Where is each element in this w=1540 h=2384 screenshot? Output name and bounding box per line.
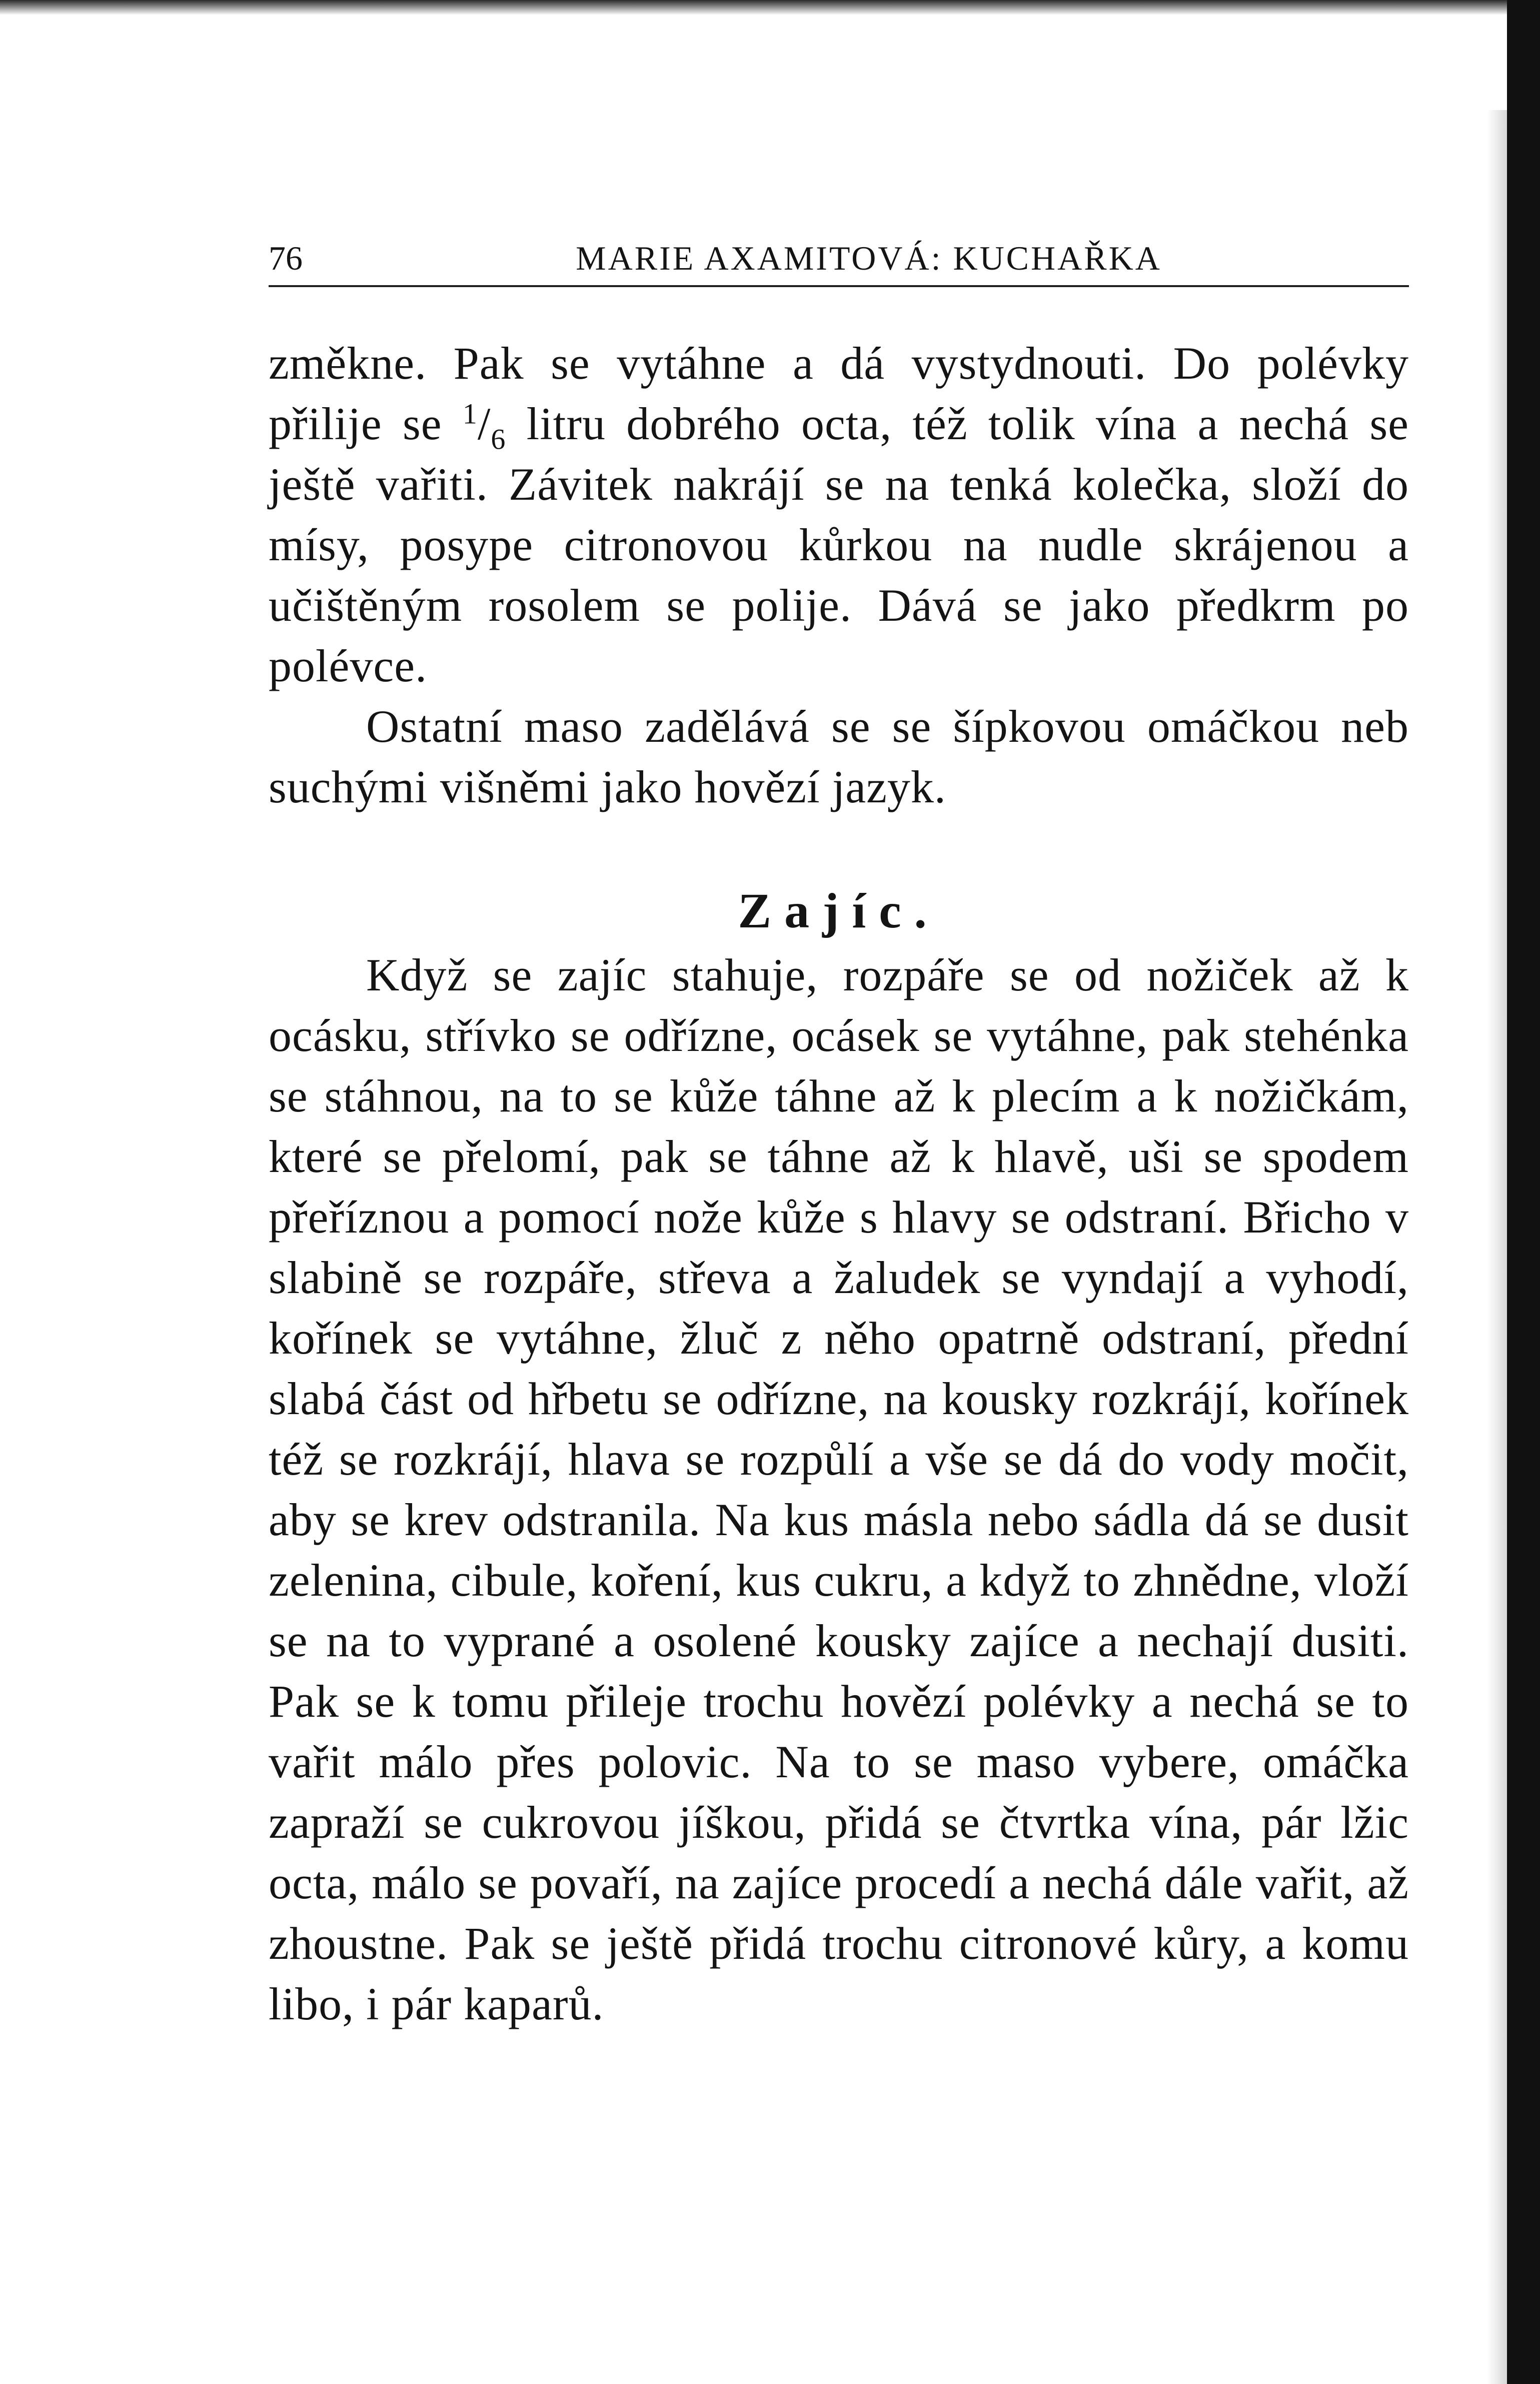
continued-paragraph <box>269 333 1409 696</box>
paragraph: Ostatní maso zadělává se se šípkovou omáčkou neb suchými višněmi jako hovězí jazyk. <box>269 701 1409 812</box>
body-text <box>269 333 1409 817</box>
book-page <box>269 220 1409 2034</box>
scan-top-shadow <box>0 0 1540 15</box>
paragraph-text-start: změkne. Pak se vytáhne a dá vystydnouti. Do polévky přilije se <box>269 338 1409 449</box>
page-edge-shadow <box>1487 110 1507 2384</box>
fraction-denominator: 6 <box>491 423 506 456</box>
running-title: MARIE AXAMITOVÁ: KUCHAŘKA <box>576 239 1162 277</box>
fraction-slash: / <box>477 398 491 449</box>
paragraph: Když se zajíc stahuje, rozpáře se od nožiček až k ocásku, střívko se odřízne, ocásek se vytáhne, pak stehénka se stáhnou, na to se kůže táhne až k plecím a k nožičkám, které se přelomí, pak se táhne až k hlavě, uši se spodem přeříznou a pomocí nože kůže s hlavy se odstraní. Břicho v slabině se rozpáře, střeva a žaludek se vyndají a vyhodí, kořínek se vytáhne, žluč z něho opatrně odstraní, přední slabá část od hřbetu se odřízne, na kousky rozkrájí, kořínek též se rozkrájí, hlava se rozpůlí a vše se dá do vody močit, aby se krev odstranila. Na kus másla nebo sádla dá se dusit zelenina, cibule, koření, kus cukru, a když to zhnědne, vloží se na to vyprané a osolené kousky zajíce a nechají dusiti. Pak se k tomu přileje trochu hovězí polévky a nechá se to vařit málo přes polovic. Na to se maso vybere, omáčka zapraží se cukrovou jíškou, přidá se čtvrtka vína, pár lžic octa, málo se povaří, na zajíce procedí a nechá dále vařit, až zhoustne. Pak se ještě přidá trochu citronové kůry, a komu libo, i pár kaparů. <box>269 949 1409 2029</box>
paragraph-text-rest: litru dobrého octa, též tolik vína a nechá se ještě vařiti. Závitek nakrájí se na tenká kolečka, složí do mísy, posype citronovou kůrkou na nudle skrájenou a učištěným rosolem se polije. Dává se jako předkrm po polévce. <box>269 398 1409 691</box>
section-body <box>269 945 1409 2034</box>
page-number: 76 <box>269 239 303 277</box>
section-heading: Zajíc. <box>738 883 940 938</box>
fraction-numerator: 1 <box>462 397 478 430</box>
running-head <box>269 220 1409 287</box>
scan-right-border <box>1507 0 1540 2384</box>
